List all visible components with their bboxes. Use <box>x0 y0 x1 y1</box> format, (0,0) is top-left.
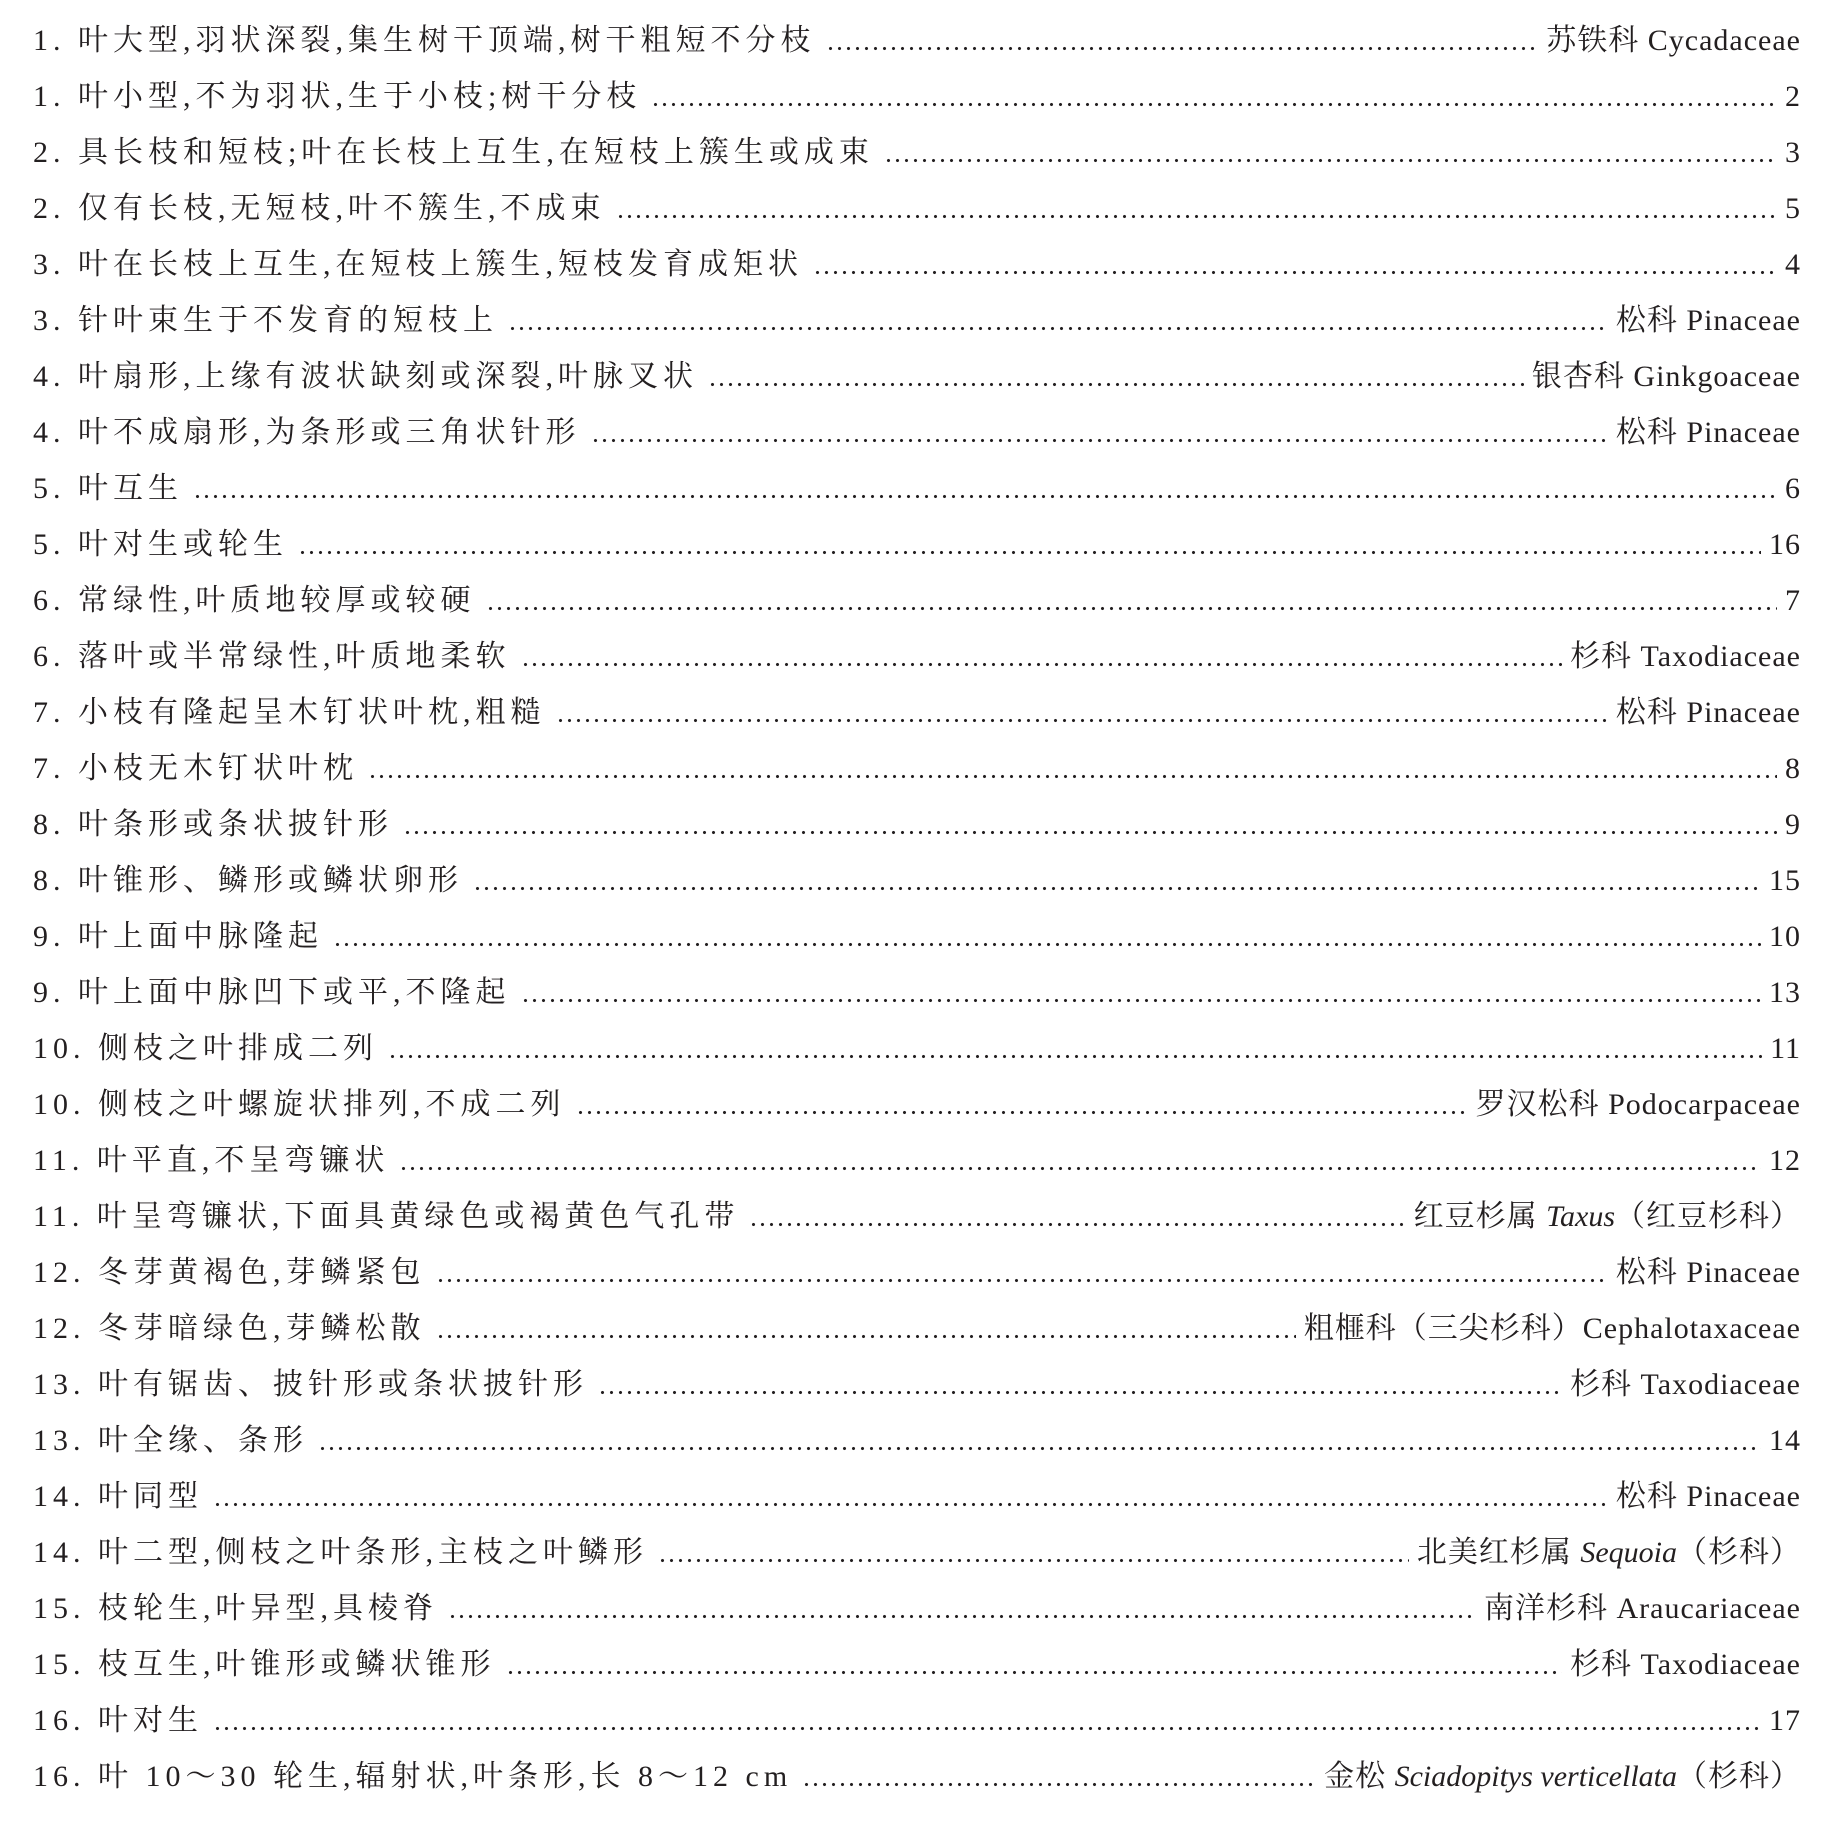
key-row <box>33 1525 1801 1581</box>
couplet-text: 7. 小枝有隆起呈木钉状叶枕,粗糙 <box>33 696 546 729</box>
dot-leader <box>506 1637 1563 1693</box>
dot-leader <box>298 517 1761 573</box>
key-row <box>33 349 1801 405</box>
key-row <box>33 1245 1801 1301</box>
result-text: 13 <box>1769 976 1801 1009</box>
key-row <box>33 741 1801 797</box>
key-row <box>33 853 1801 909</box>
result-text: 8 <box>1785 752 1801 785</box>
key-result <box>1616 685 1801 741</box>
key-row <box>33 965 1801 1021</box>
dot-leader <box>802 1749 1316 1805</box>
key-result <box>1769 1693 1801 1749</box>
dot-leader <box>448 1581 1476 1637</box>
key-row <box>33 461 1801 517</box>
key-row <box>33 1077 1801 1133</box>
couplet-text: 8. 叶锥形、鳞形或鳞状卵形 <box>33 864 463 897</box>
couplet-text: 6. 落叶或半常绿性,叶质地柔软 <box>33 640 511 673</box>
dot-leader <box>591 405 1608 461</box>
couplet-text: 13. 叶全缘、条形 <box>33 1424 308 1457</box>
key-result <box>1785 797 1801 853</box>
key-row <box>33 1133 1801 1189</box>
key-result <box>1769 853 1801 909</box>
dot-leader <box>436 1301 1296 1357</box>
key-row <box>33 1637 1801 1693</box>
couplet-text: 15. 枝互生,叶锥形或鳞状锥形 <box>33 1648 496 1681</box>
result-text: （红豆杉科） <box>1615 1200 1801 1233</box>
key-row <box>33 909 1801 965</box>
result-text: 17 <box>1769 1704 1801 1737</box>
key-row <box>33 125 1801 181</box>
key-row <box>33 573 1801 629</box>
key-row <box>33 13 1801 69</box>
key-row <box>33 1357 1801 1413</box>
dot-leader <box>213 1693 1761 1749</box>
result-text: 杉科 Taxodiaceae <box>1570 640 1801 673</box>
result-text: 松科 Pinaceae <box>1615 696 1801 729</box>
scientific-name: Taxus <box>1546 1200 1615 1233</box>
couplet-text: 5. 叶互生 <box>33 472 183 505</box>
dot-leader <box>658 1525 1409 1581</box>
dot-leader <box>473 853 1761 909</box>
result-text: 松科 Pinaceae <box>1615 1256 1801 1289</box>
couplet-text: 3. 针叶束生于不发育的短枝上 <box>33 304 498 337</box>
key-result <box>1785 741 1801 797</box>
result-text: 4 <box>1785 248 1801 281</box>
dot-leader <box>399 1133 1761 1189</box>
couplet-text: 5. 叶对生或轮生 <box>33 528 288 561</box>
couplet-text: 4. 叶不成扇形,为条形或三角状针形 <box>33 416 581 449</box>
key-result <box>1770 1021 1801 1077</box>
key-result <box>1785 181 1801 237</box>
key-result <box>1616 293 1801 349</box>
dot-leader <box>333 909 1761 965</box>
result-text: 松科 Pinaceae <box>1615 304 1801 337</box>
result-text: 9 <box>1785 808 1801 841</box>
dot-leader <box>749 1189 1405 1245</box>
result-text: 14 <box>1769 1424 1801 1457</box>
key-result <box>1785 573 1801 629</box>
result-text: 杉科 Taxodiaceae <box>1570 1368 1801 1401</box>
dot-leader <box>576 1077 1468 1133</box>
couplet-text: 13. 叶有锯齿、披针形或条状披针形 <box>33 1368 588 1401</box>
couplet-text: 7. 小枝无木钉状叶枕 <box>33 752 358 785</box>
key-row <box>33 293 1801 349</box>
key-result <box>1616 1245 1801 1301</box>
key-row <box>33 405 1801 461</box>
key-result <box>1570 1357 1801 1413</box>
key-row <box>33 1413 1801 1469</box>
dot-leader <box>826 13 1539 69</box>
key-row <box>33 1469 1801 1525</box>
key-result <box>1532 349 1801 405</box>
dot-leader <box>521 965 1762 1021</box>
key-result <box>1546 13 1801 69</box>
dot-leader <box>436 1245 1608 1301</box>
key-row <box>33 629 1801 685</box>
result-text: 罗汉松科 Podocarpaceae <box>1475 1088 1801 1121</box>
result-text: 松科 Pinaceae <box>1615 1480 1801 1513</box>
key-result <box>1785 125 1801 181</box>
key-result <box>1769 1413 1801 1469</box>
couplet-text: 12. 冬芽黄褐色,芽鳞紧包 <box>33 1256 426 1289</box>
dot-leader <box>651 69 1777 125</box>
couplet-text: 10. 侧枝之叶排成二列 <box>33 1032 378 1065</box>
result-text: 松科 Pinaceae <box>1615 416 1801 449</box>
key-row <box>33 1693 1801 1749</box>
result-text: 7 <box>1785 584 1801 617</box>
result-text: （杉科） <box>1677 1760 1801 1793</box>
result-text: 杉科 Taxodiaceae <box>1570 1648 1801 1681</box>
key-result <box>1476 1077 1801 1133</box>
result-text: 金松 <box>1324 1760 1395 1793</box>
dot-leader <box>213 1469 1608 1525</box>
couplet-text: 1. 叶小型,不为羽状,生于小枝;树干分枝 <box>33 80 642 113</box>
key-row <box>33 237 1801 293</box>
key-result <box>1769 965 1801 1021</box>
couplet-text: 11. 叶平直,不呈弯镰状 <box>33 1144 390 1177</box>
couplet-text: 11. 叶呈弯镰状,下面具黄绿色或褐黄色气孔带 <box>33 1200 740 1233</box>
key-result <box>1324 1749 1801 1805</box>
identification-key <box>33 13 1801 1805</box>
dot-leader <box>521 629 1563 685</box>
couplet-text: 1. 叶大型,羽状深裂,集生树干顶端,树干粗短不分枝 <box>33 24 816 57</box>
key-result <box>1785 237 1801 293</box>
result-text: 10 <box>1769 920 1801 953</box>
dot-leader <box>708 349 1524 405</box>
couplet-text: 14. 叶同型 <box>33 1480 203 1513</box>
couplet-text: 9. 叶上面中脉凹下或平,不隆起 <box>33 976 511 1009</box>
key-result <box>1616 405 1801 461</box>
result-text: 16 <box>1769 528 1801 561</box>
key-result <box>1417 1525 1801 1581</box>
dot-leader <box>508 293 1608 349</box>
result-text: 粗榧科（三尖杉科）Cephalotaxaceae <box>1303 1312 1801 1345</box>
key-row <box>33 685 1801 741</box>
dot-leader <box>556 685 1608 741</box>
dot-leader <box>813 237 1777 293</box>
result-text: 2 <box>1785 80 1801 113</box>
dot-leader <box>388 1021 1762 1077</box>
key-result <box>1304 1301 1801 1357</box>
key-row <box>33 1749 1801 1805</box>
result-text: 12 <box>1769 1144 1801 1177</box>
dot-leader <box>884 125 1777 181</box>
dot-leader <box>403 797 1777 853</box>
dot-leader <box>486 573 1778 629</box>
key-result <box>1769 517 1801 573</box>
key-result <box>1414 1189 1801 1245</box>
scientific-name: Sciadopitys verticellata <box>1394 1760 1677 1793</box>
key-row <box>33 1189 1801 1245</box>
key-result <box>1769 1133 1801 1189</box>
dot-leader <box>193 461 1777 517</box>
couplet-text: 10. 侧枝之叶螺旋状排列,不成二列 <box>33 1088 566 1121</box>
couplet-text: 12. 冬芽暗绿色,芽鳞松散 <box>33 1312 426 1345</box>
couplet-text: 2. 仅有长枝,无短枝,叶不簇生,不成束 <box>33 192 606 225</box>
couplet-text: 4. 叶扇形,上缘有波状缺刻或深裂,叶脉叉状 <box>33 360 698 393</box>
result-text: 北美红杉属 <box>1416 1536 1581 1569</box>
key-result <box>1484 1581 1801 1637</box>
key-result <box>1616 1469 1801 1525</box>
couplet-text: 6. 常绿性,叶质地较厚或较硬 <box>33 584 476 617</box>
key-result <box>1785 69 1801 125</box>
couplet-text: 9. 叶上面中脉隆起 <box>33 920 323 953</box>
dot-leader <box>368 741 1777 797</box>
key-row <box>33 1021 1801 1077</box>
couplet-text: 15. 枝轮生,叶异型,具棱脊 <box>33 1592 438 1625</box>
dot-leader <box>616 181 1778 237</box>
couplet-text: 16. 叶对生 <box>33 1704 203 1737</box>
couplet-text: 8. 叶条形或条状披针形 <box>33 808 393 841</box>
result-text: 6 <box>1785 472 1801 505</box>
result-text: 5 <box>1785 192 1801 225</box>
result-text: 3 <box>1785 136 1801 169</box>
key-row <box>33 69 1801 125</box>
key-result <box>1769 909 1801 965</box>
result-text: 15 <box>1769 864 1801 897</box>
result-text: 银杏科 Ginkgoaceae <box>1531 360 1801 393</box>
result-text: （杉科） <box>1677 1536 1801 1569</box>
dot-leader <box>318 1413 1761 1469</box>
scientific-name: Sequoia <box>1580 1536 1677 1569</box>
key-result <box>1570 1637 1801 1693</box>
couplet-text: 2. 具长枝和短枝;叶在长枝上互生,在短枝上簇生或成束 <box>33 136 874 169</box>
key-result <box>1785 461 1801 517</box>
result-text: 11 <box>1770 1032 1801 1065</box>
couplet-text: 3. 叶在长枝上互生,在短枝上簇生,短枝发育成矩状 <box>33 248 803 281</box>
key-row <box>33 1581 1801 1637</box>
key-row <box>33 1301 1801 1357</box>
couplet-text: 14. 叶二型,侧枝之叶条形,主枝之叶鳞形 <box>33 1536 648 1569</box>
key-row <box>33 797 1801 853</box>
result-text: 南洋杉科 Araucariaceae <box>1483 1592 1801 1625</box>
key-row <box>33 517 1801 573</box>
dot-leader <box>598 1357 1562 1413</box>
result-text: 红豆杉属 <box>1413 1200 1547 1233</box>
couplet-text: 16. 叶 10～30 轮生,辐射状,叶条形,长 8～12 cm <box>33 1760 793 1793</box>
key-result <box>1570 629 1801 685</box>
result-text: 苏铁科 Cycadaceae <box>1546 24 1801 57</box>
key-row <box>33 181 1801 237</box>
